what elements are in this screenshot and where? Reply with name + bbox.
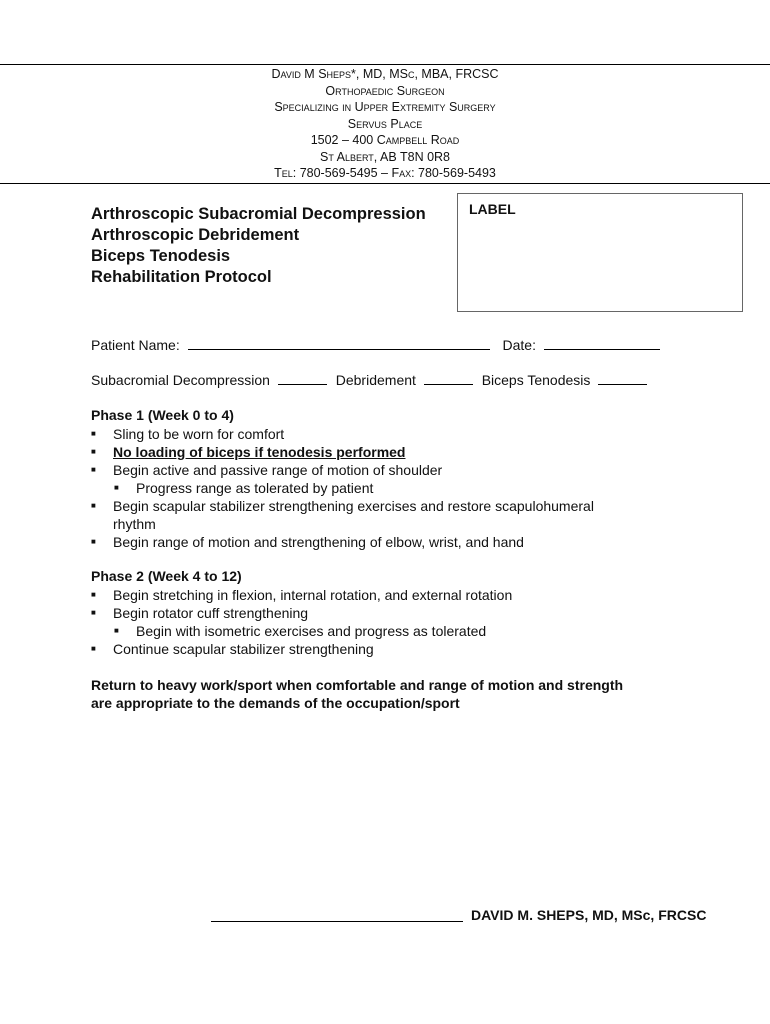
doctor-specialty: Specializing in Upper Extremity Surgery [274,100,496,114]
list-item-text: Begin active and passive range of motion of shoulder [113,462,443,478]
title-line: Rehabilitation Protocol [91,268,272,286]
patient-name-label: Patient Name: [91,337,180,353]
city-address: St Albert, AB T8N 0R8 [320,149,450,164]
protocol-title [91,204,426,288]
return-note-line: Return to heavy work/sport when comfortable and range of motion and strength [91,677,624,693]
phase1-heading: Phase 1 (Week 0 to 4) [91,407,234,423]
return-note-line: are appropriate to the demands of the occupation/sport [91,695,460,711]
list-item-text: Continue scapular stabilizer strengthening [113,641,374,657]
bullet-icon: ■ [114,626,119,635]
return-to-activity-note [91,676,623,712]
list-item-text: Begin stretching in flexion, internal rotation, and external rotation [113,587,513,603]
header-bottom-rule [0,183,770,184]
bullet-icon: ■ [91,608,96,617]
bullet-icon: ■ [91,501,96,510]
bullet-icon: ■ [91,537,96,546]
phase2-heading: Phase 2 (Week 4 to 12) [91,568,242,584]
date-label: Date: [502,337,536,353]
list-item-text: Begin range of motion and strengthening of elbow, wrist, and hand [113,534,524,550]
list-item-text: Begin scapular stabilizer strengthening exercises and restore scapulohumeral [113,498,594,514]
bullet-icon: ■ [91,644,96,653]
bullet-icon: ■ [91,429,96,438]
list-item-text: rhythm [113,516,156,532]
date-field[interactable] [544,338,660,350]
letterhead [0,66,770,182]
title-line: Biceps Tenodesis [91,247,231,265]
patient-name-field[interactable] [188,338,490,350]
contact-numbers: Tel: 780-569-5495 – Fax: 780-569-5493 [274,166,496,180]
procedure-field[interactable] [278,373,327,385]
procedure-field[interactable] [598,373,647,385]
patient-info-row [91,337,660,353]
list-item-text: Progress range as tolerated by patient [136,480,374,496]
header-top-rule [0,64,770,65]
procedure-field[interactable] [424,373,473,385]
procedure-label: Debridement [335,372,416,388]
signature-line[interactable] [211,921,463,922]
doctor-name: David M Sheps*, MD, MSc, MBA, FRCSC [271,67,499,81]
patient-label-box [457,193,743,312]
label-box-text: LABEL [469,201,516,217]
list-item-text: Begin with isometric exercises and progress as tolerated [136,623,487,639]
list-item-text: Begin rotator cuff strengthening [113,605,309,621]
procedure-label: Subacromial Decompression [91,372,270,388]
doctor-title: Orthopaedic Surgeon [325,83,445,98]
list-item-text: No loading of biceps if tenodesis performed [113,444,406,460]
procedure-label: Biceps Tenodesis [481,372,591,388]
bullet-icon: ■ [91,447,96,456]
list-item-text: Sling to be worn for comfort [113,426,285,442]
procedure-row [91,372,647,388]
bullet-icon: ■ [114,483,119,492]
bullet-icon: ■ [91,465,96,474]
bullet-icon: ■ [91,590,96,599]
title-line: Arthroscopic Subacromial Decompression [91,205,426,223]
signature-name: DAVID M. SHEPS, MD, MSc, FRCSC [471,907,707,923]
building-name: Servus Place [347,116,423,131]
street-address: 1502 – 400 Campbell Road [310,133,460,147]
title-line: Arthroscopic Debridement [91,226,300,244]
